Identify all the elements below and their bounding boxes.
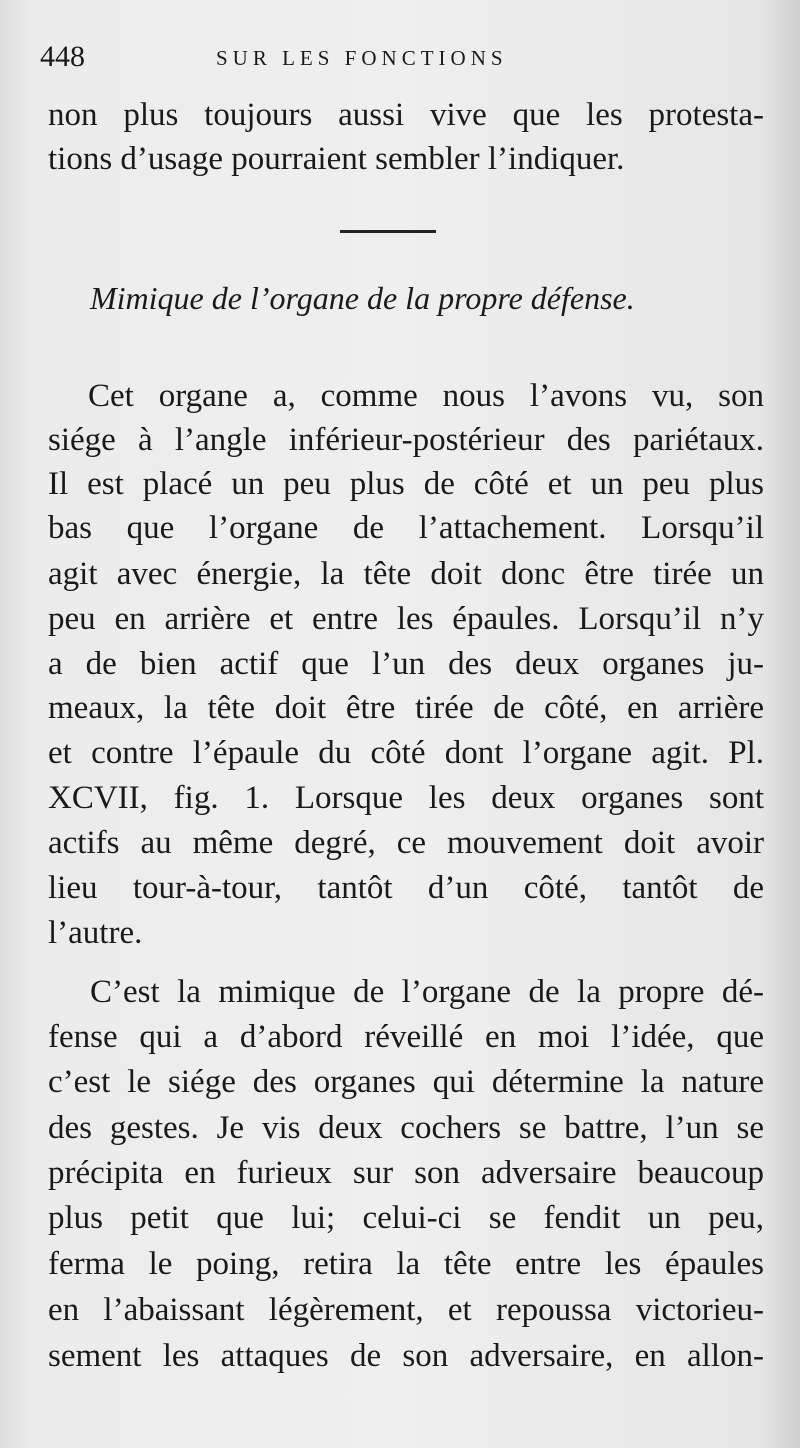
paragraph-line: actifs au même degré, ce mouvement doit avoir	[48, 825, 764, 861]
running-head: SUR LES FONCTIONS	[216, 46, 508, 70]
paragraph-line: sement les attaques de son adversaire, en allon-	[48, 1338, 764, 1374]
section-divider	[340, 230, 436, 233]
paragraph-line: agit avec énergie, la tête doit donc être tirée un	[48, 556, 764, 592]
section-title: Mimique de l’organe de la propre défense.	[90, 280, 635, 316]
paragraph-line: meaux, la tête doit être tirée de côté, en arrière	[48, 690, 764, 726]
paragraph-line: en l’abaissant légèrement, et repoussa victorieu-	[48, 1292, 764, 1328]
paragraph-line: C’est la mimique de l’organe de la propre dé-	[90, 974, 764, 1010]
paragraph-line: bas que l’organe de l’attachement. Lorsqu’il	[48, 510, 764, 546]
paragraph-line: Il est placé un peu plus de côté et un peu plus	[48, 466, 764, 502]
paragraph-line: Cet organe a, comme nous l’avons vu, son	[88, 378, 764, 414]
paragraph-line: fense qui a d’abord réveillé en moi l’idée, que	[48, 1019, 764, 1055]
paragraph-line: des gestes. Je vis deux cochers se battre, l’un se	[48, 1110, 764, 1146]
text-line: tions d’usage pourraient sembler l’indiquer.	[48, 141, 625, 177]
paragraph-line: ferma le poing, retira la tête entre les épaules	[48, 1246, 764, 1282]
paragraph-line: peu en arrière et entre les épaules. Lorsqu’il n’y	[48, 601, 764, 637]
paragraph-line: XCVII, fig. 1. Lorsque les deux organes sont	[48, 780, 764, 816]
paragraph-line: siége à l’angle inférieur-postérieur des pariétaux.	[48, 422, 764, 458]
paragraph-line: l’autre.	[48, 915, 143, 951]
paragraph-line: c’est le siége des organes qui détermine la nature	[48, 1064, 764, 1100]
paragraph-line: a de bien actif que l’un des deux organes ju-	[48, 646, 764, 682]
page-header	[40, 40, 770, 84]
paragraph-line: et contre l’épaule du côté dont l’organe agit. Pl.	[48, 735, 764, 771]
page-number: 448	[40, 40, 85, 73]
paragraph-line: plus petit que lui; celui-ci se fendit un peu,	[48, 1200, 764, 1236]
paragraph-line: précipita en furieux sur son adversaire beaucoup	[48, 1155, 764, 1191]
text-line: non plus toujours aussi vive que les protesta-	[48, 97, 764, 133]
paragraph-line: lieu tour-à-tour, tantôt d’un côté, tantôt de	[48, 870, 764, 906]
